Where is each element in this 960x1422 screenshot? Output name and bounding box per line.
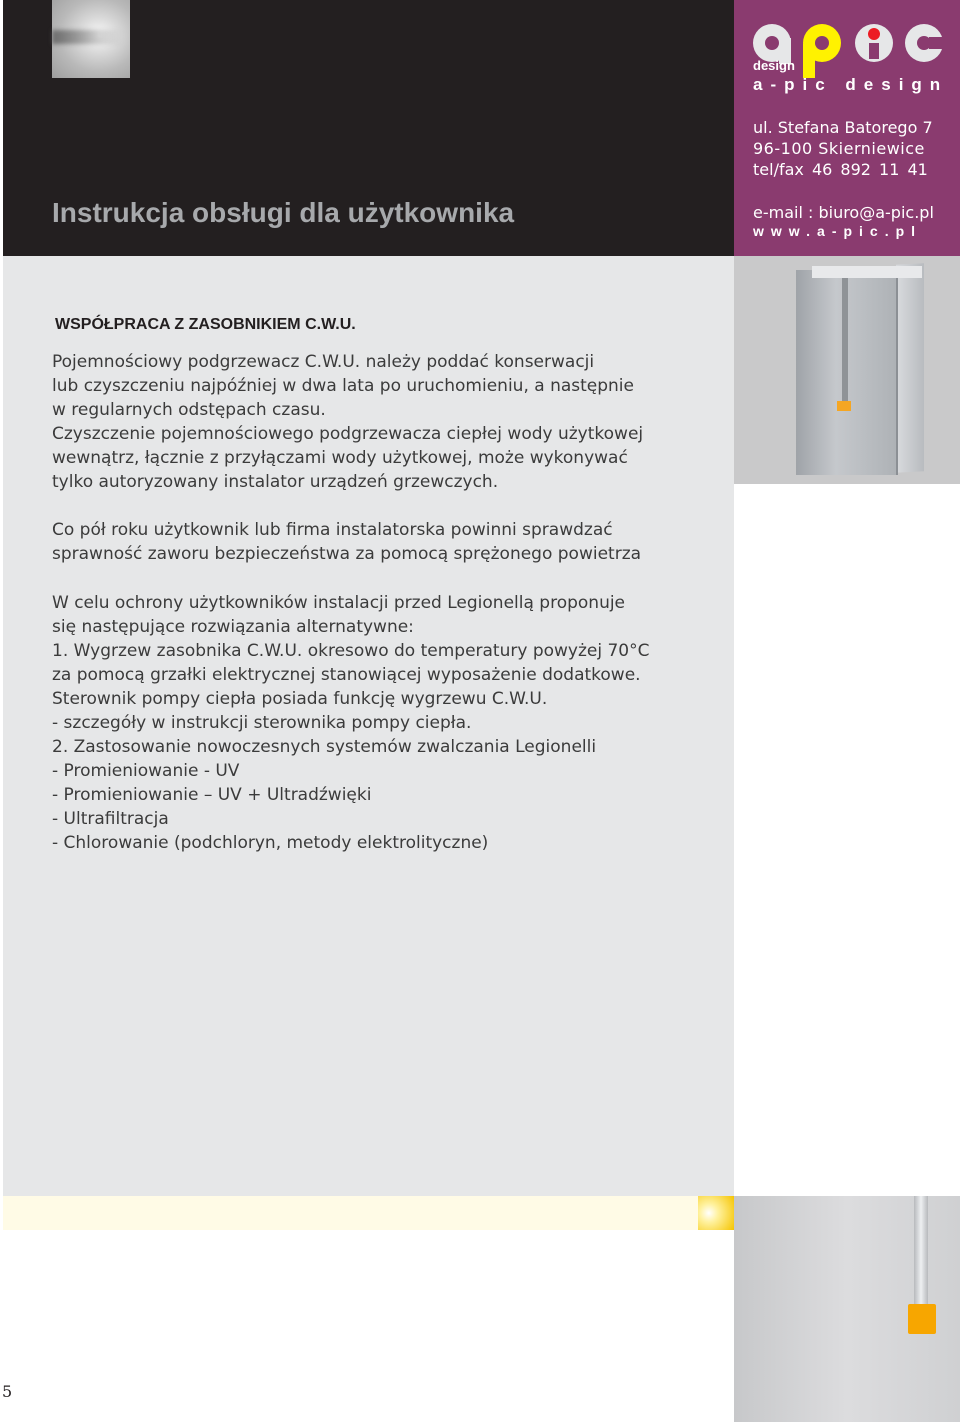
paragraph-line: W celu ochrony użytkowników instalacji przed Legionellą proponuje bbox=[52, 593, 626, 613]
logo-wordmark: a-pic design bbox=[753, 75, 949, 94]
paragraph-line: tylko autoryzowany instalator urządzeń grzewczych. bbox=[52, 472, 499, 492]
closeup-pipe bbox=[914, 1196, 928, 1306]
paragraph-line: - szczegóły w instrukcji sterownika pompy ciepła. bbox=[52, 713, 472, 733]
paragraph-line: - Ultrafiltracja bbox=[52, 809, 169, 829]
contact-email[interactable]: e-mail : biuro@a-pic.pl bbox=[753, 203, 934, 222]
paragraph-line: - Promieniowanie - UV bbox=[52, 761, 240, 781]
contact-city: 96-100 Skierniewice bbox=[753, 139, 925, 158]
logo-c-opening bbox=[929, 37, 945, 49]
logo-small-text: design bbox=[753, 58, 795, 73]
paragraph-line: Czyszczenie pojemnościowego podgrzewacza ciepłej wody użytkowej bbox=[52, 424, 644, 444]
paragraph-line: się następujące rozwiązania alternatywne: bbox=[52, 617, 414, 637]
boiler-photo bbox=[734, 256, 960, 484]
paragraph-line: Co pół roku użytkownik lub firma instalatorska powinni sprawdzać bbox=[52, 520, 613, 540]
paragraph-line: 1. Wygrzew zasobnika C.W.U. okresowo do temperatury powyżej 70°C bbox=[52, 641, 650, 661]
cabinet-side bbox=[896, 263, 924, 472]
logo-i-stem bbox=[869, 43, 879, 59]
paragraph-line: sprawność zaworu bezpieczeństwa za pomocą sprężonego powietrza bbox=[52, 544, 642, 564]
contact-website[interactable]: www.a-pic.pl bbox=[753, 223, 923, 239]
paragraph-line: Pojemnościowy podgrzewacz C.W.U. należy poddać konserwacji bbox=[52, 352, 595, 372]
page-number: 5 bbox=[2, 1382, 13, 1401]
contact-street: ul. Stefana Batorego 7 bbox=[753, 118, 933, 137]
logo-p-hole bbox=[815, 36, 829, 50]
paragraph-line: wewnątrz, łącznie z przyłączami wody użytkowej, może wykonywać bbox=[52, 448, 628, 468]
paragraph-line: za pomocą grzałki elektrycznej stanowiącej wyposażenie dodatkowe. bbox=[52, 665, 641, 685]
decorative-thumbnail bbox=[52, 0, 130, 78]
paragraph-maintenance bbox=[52, 350, 643, 494]
paragraph-line: lub czyszczeniu najpóźniej w dwa lata po uruchomieniu, a następnie bbox=[52, 376, 634, 396]
valve-closeup-photo bbox=[734, 1196, 960, 1422]
section-heading: WSPÓŁPRACA Z ZASOBNIKIEM C.W.U. bbox=[55, 316, 356, 333]
paragraph-line: 2. Zastosowanie nowoczesnych systemów zwalczania Legionelli bbox=[52, 737, 597, 757]
paragraph-safety-valve bbox=[52, 518, 641, 566]
paragraph-line: w regularnych odstępach czasu. bbox=[52, 400, 326, 420]
paragraph-line: - Promieniowanie – UV + Ultradźwięki bbox=[52, 785, 372, 805]
footer-accent-bar bbox=[3, 1196, 734, 1230]
cabinet-pipe bbox=[842, 278, 848, 403]
paragraph-legionella bbox=[52, 591, 650, 855]
contact-phone: tel/fax 46 892 11 41 bbox=[753, 160, 928, 179]
brand-logo bbox=[751, 20, 949, 100]
paragraph-line: Sterownik pompy ciepła posiada funkcję wygrzewu C.W.U. bbox=[52, 689, 548, 709]
paragraph-line: - Chlorowanie (podchloryn, metody elektrolityczne) bbox=[52, 833, 489, 853]
closeup-valve bbox=[908, 1304, 936, 1334]
cabinet-valve bbox=[837, 401, 851, 411]
logo-a-hole bbox=[765, 36, 779, 50]
document-title: Instrukcja obsługi dla użytkownika bbox=[52, 197, 515, 228]
cabinet-top bbox=[812, 266, 922, 278]
logo-i-dot bbox=[868, 28, 880, 40]
